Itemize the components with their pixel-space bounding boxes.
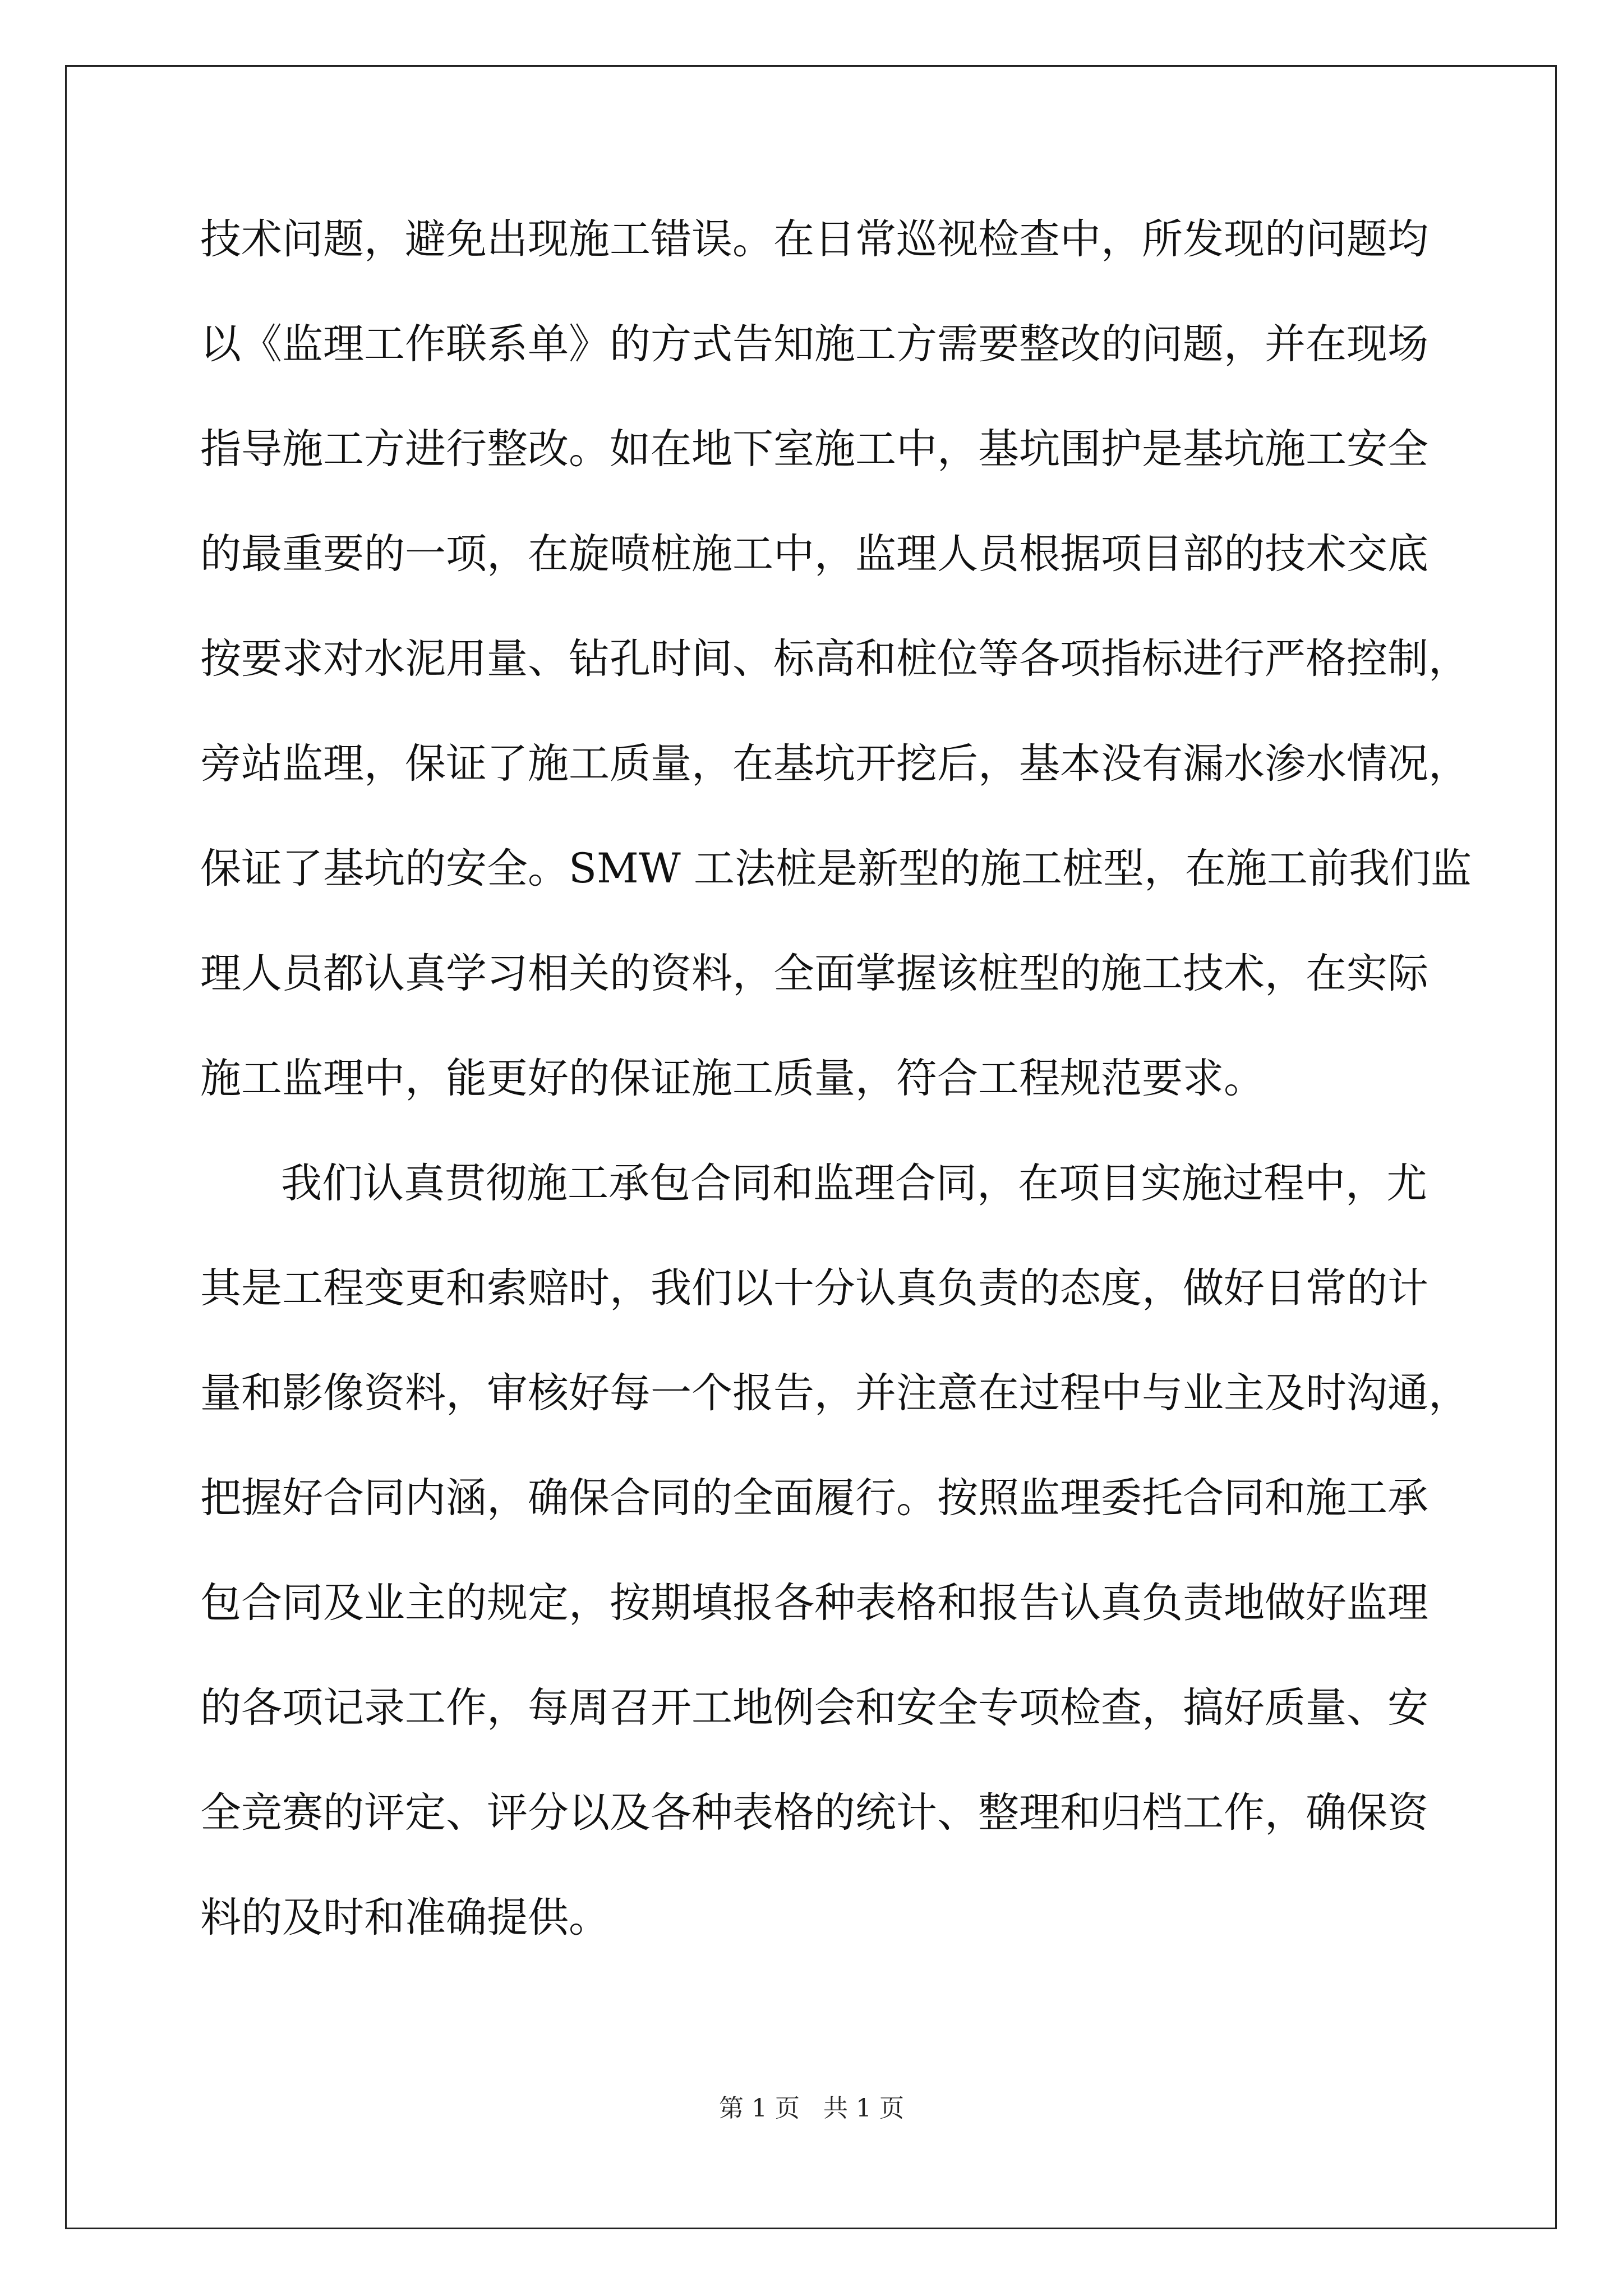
page-number-footer: 第 1 页 共 1 页 [719, 2094, 904, 2123]
text-line: 理人员都认真学习相关的资料，全面掌握该桩型的施工技术，在实际 [200, 950, 1428, 997]
text-line: 全竞赛的评定、评分以及各种表格的统计、整理和归档工作，确保资 [200, 1789, 1428, 1837]
text-line: 保证了基坑的安全。SMW 工法桩是新型的施工桩型，在施工前我们监 [200, 845, 1472, 892]
paragraph-start-line: 我们认真贯彻施工承包合同和监理合同，在项目实施过程中，尤 [281, 1159, 1427, 1207]
document-body [200, 215, 1472, 2002]
text-line: 施工监理中，能更好的保证施工质量，符合工程规范要求。 [200, 1055, 1265, 1102]
text-line: 以《监理工作联系单》的方式告知施工方需要整改的问题，并在现场 [200, 320, 1428, 368]
text-line: 指导施工方进行整改。如在地下室施工中，基坑围护是基坑施工安全 [200, 425, 1428, 473]
text-line: 量和影像资料，审核好每一个报告，并注意在过程中与业主及时沟通， [200, 1369, 1469, 1417]
text-line: 料的及时和准确提供。 [200, 1894, 610, 1941]
text-line: 把握好合同内涵，确保合同的全面履行。按照监理委托合同和施工承 [200, 1474, 1428, 1522]
text-line: 的最重要的一项，在旋喷桩施工中，监理人员根据项目部的技术交底 [200, 530, 1428, 578]
text-line: 的各项记录工作，每周召开工地例会和安全专项检查，搞好质量、安 [200, 1684, 1428, 1732]
text-line: 技术问题，避免出现施工错误。在日常巡视检查中，所发现的问题均 [200, 215, 1428, 263]
text-line: 按要求对水泥用量、钻孔时间、标高和桩位等各项指标进行严格控制， [200, 635, 1469, 683]
text-line: 其是工程变更和索赔时，我们以十分认真负责的态度，做好日常的计 [200, 1264, 1428, 1312]
text-line: 包合同及业主的规定，按期填报各种表格和报告认真负责地做好监理 [200, 1579, 1428, 1627]
text-line: 旁站监理，保证了施工质量，在基坑开挖后，基本没有漏水渗水情况， [200, 740, 1469, 788]
